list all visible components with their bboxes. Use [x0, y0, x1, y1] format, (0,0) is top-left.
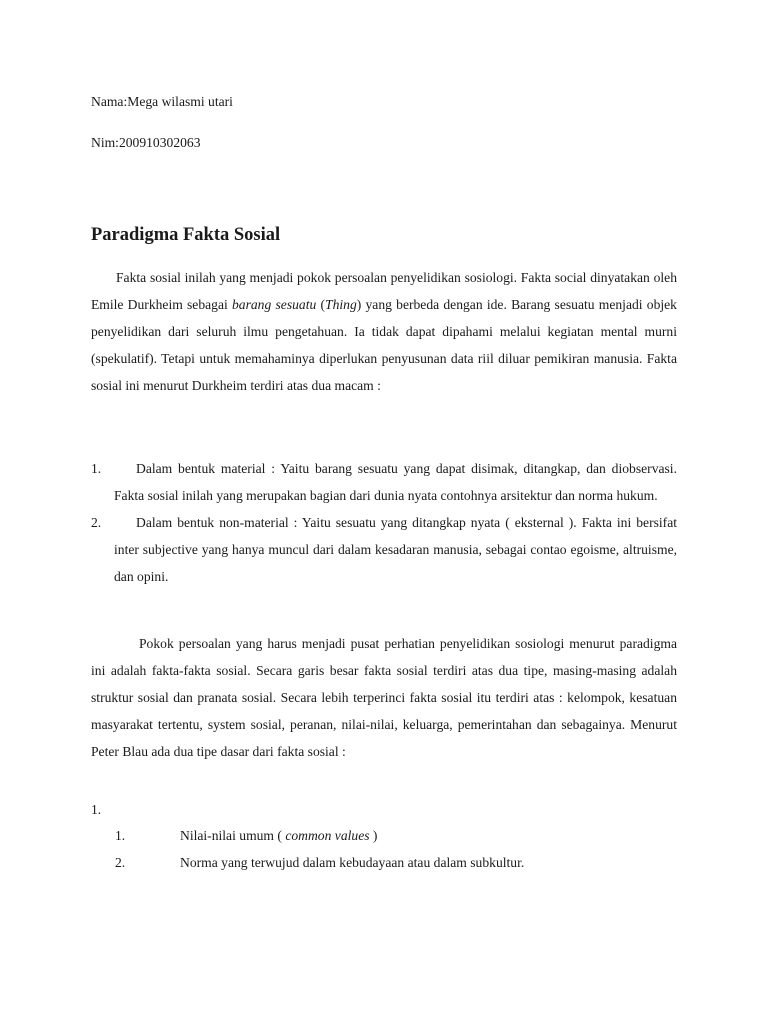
pokok-paragraph: Pokok persoalan yang harus menjadi pusat perhatian penyelidikan sosiologi menurut paradigma ini adalah fakta-fakta sosial. Secara garis besar fakta sosial terdiri atas dua tipe, masing-masing adalah struktur sosial dan pranata sosial. Secara lebih terperinci fakta sosial itu terdiri atas : kelompok, kesatuan masyarakat tertentu, system sosial, peranan, nilai-nilai, keluarga, pemerintahan dan sebagainya. Menurut Peter Blau ada dua tipe dasar dari fakta sosial : [91, 636, 677, 759]
intro-text-1: Fakta sosial inilah yang menjadi pokok persoalan penyelidikan sosiologi. Fakta social dinyatakan oleh Emile Durkheim sebagai [91, 270, 677, 312]
list-item [91, 455, 677, 509]
list-item-text-after: ) [369, 828, 378, 843]
list-item [91, 509, 677, 590]
intro-text-2: ( [316, 297, 326, 312]
student-nim: Nim:200910302063 [91, 135, 201, 150]
list-item-text: Dalam bentuk non-material : Yaitu sesuatu yang ditangkap nyata ( eksternal ). Fakta ini bersifat inter subjective yang hanya muncul dari dalam kesadaran manusia, sebagai contao egoisme, altruisme, dan opini. [114, 515, 677, 584]
list-item-text-before: Norma yang terwujud dalam kebudayaan atau dalam subkultur. [180, 855, 525, 870]
list-item-emphasis: common values [285, 828, 370, 843]
list-item-number: 2. [115, 855, 126, 870]
list-item-text [180, 849, 524, 876]
list-item-text-before: Nilai-nilai umum ( [180, 828, 286, 843]
intro-paragraph [91, 264, 677, 399]
list-item-number: 2. [91, 515, 102, 530]
intro-emphasis-barang-sesuatu: barang sesuatu [232, 297, 317, 312]
intro-emphasis-thing: Thing [325, 297, 357, 312]
fact-types-list [91, 455, 677, 590]
student-name: Nama:Mega wilasmi utari [91, 94, 233, 109]
list-item-number: 1. [91, 461, 102, 476]
list-item-text: Dalam bentuk material : Yaitu barang sesuatu yang dapat disimak, ditangkap, dan diobservasi. Fakta sosial inilah yang merupakan bagian dari dunia nyata contohnya arsitektur dan norma hukum. [114, 461, 677, 503]
list-number: 1. [91, 802, 102, 817]
list-item-number: 1. [115, 828, 126, 843]
list-item-text [180, 822, 377, 849]
document-title: Paradigma Fakta Sosial [91, 225, 281, 245]
intro-text-3: ) yang berbeda dengan ide. Barang sesuatu menjadi objek penyelidikan dari seluruh ilmu pengetahuan. Ia tidak dapat dipahami melalui kegiatan mental murni (spekulatif). Tetapi untuk memahaminya diperlukan penyusunan data riil diluar pemikiran manusia. Fakta sosial ini menurut Durkheim terdiri atas dua macam : [91, 297, 677, 393]
